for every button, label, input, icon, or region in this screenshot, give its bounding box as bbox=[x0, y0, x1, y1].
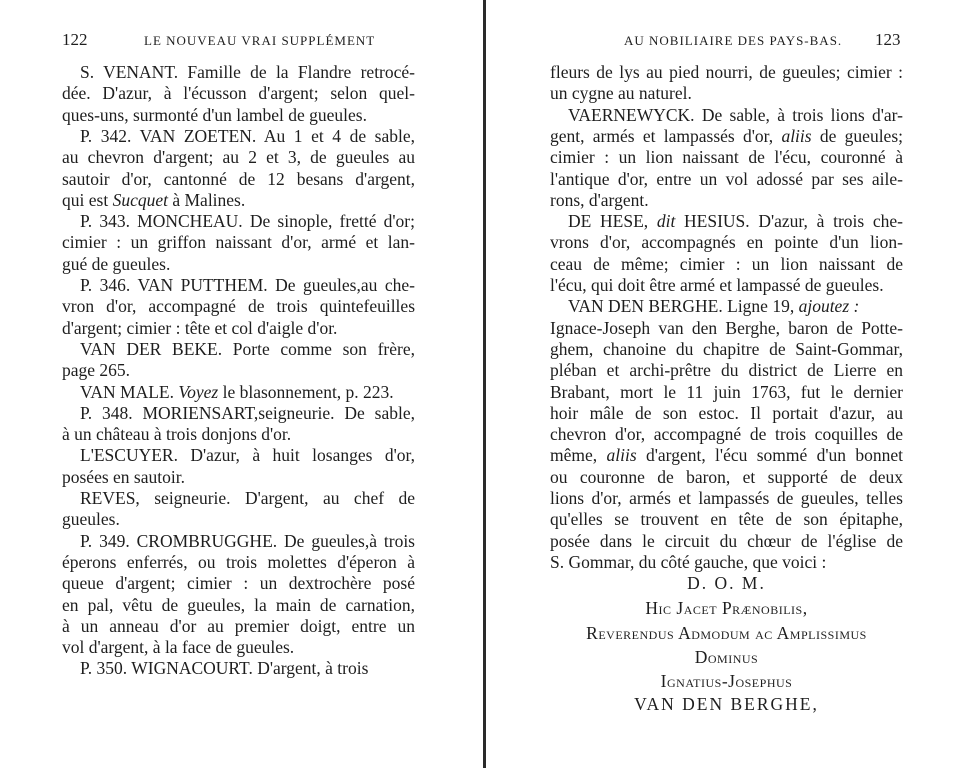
text-line bbox=[550, 487, 903, 509]
text-line bbox=[550, 82, 903, 104]
text-line bbox=[550, 253, 903, 275]
text-run: hoir mâle de son estoc. Il portait d'azur, au bbox=[550, 402, 903, 423]
text-run: rons, d'argent. bbox=[550, 189, 649, 210]
text-line bbox=[550, 466, 903, 488]
italic-text: aliis bbox=[606, 445, 637, 466]
text-line bbox=[62, 423, 415, 445]
text-line bbox=[550, 444, 903, 466]
running-head: LE NOUVEAU VRAI SUPPLÉMENT bbox=[144, 33, 376, 48]
text-line bbox=[550, 189, 903, 211]
text-line bbox=[550, 359, 903, 381]
text-line bbox=[80, 210, 415, 232]
text-line bbox=[62, 82, 415, 104]
text-line bbox=[62, 146, 415, 168]
text-run: Ignace-Joseph van den Berghe, baron de Potte- bbox=[550, 317, 903, 338]
text-line bbox=[568, 295, 903, 317]
text-line bbox=[550, 381, 903, 403]
text-line bbox=[550, 530, 903, 552]
text-run: posée dans le circuit du chœur de l'église de bbox=[550, 530, 903, 551]
left-page bbox=[0, 0, 484, 768]
text-line bbox=[80, 402, 415, 424]
text-line bbox=[62, 168, 415, 190]
text-line bbox=[80, 61, 415, 83]
epitaph-line: D. O. M. bbox=[687, 573, 766, 593]
text-run: VAN MALE. bbox=[80, 381, 179, 402]
text-run: HESIUS. D'azur, à trois che- bbox=[675, 211, 904, 232]
text-line bbox=[550, 274, 903, 296]
text-run: P. 348. MORIENSART,seigneurie. De sable, bbox=[80, 402, 415, 423]
text-run: DE HESE, bbox=[568, 211, 657, 232]
text-run: même, bbox=[550, 445, 607, 466]
text-line bbox=[62, 189, 415, 211]
text-run: à Malines. bbox=[167, 189, 246, 210]
text-run: cimier : un lion naissant de l'écu, couronné à bbox=[550, 147, 903, 168]
text-line bbox=[62, 508, 415, 530]
text-run: sautoir d'or, cantonné de 12 besans d'argent, bbox=[62, 168, 415, 189]
text-run: l'écu, qui doit être armé et lampassé de gueules. bbox=[550, 275, 884, 295]
text-run: éperons enferrés, ou trois molettes d'éperon à bbox=[62, 551, 415, 572]
text-line bbox=[550, 551, 903, 573]
text-line bbox=[568, 104, 903, 126]
text-run: page 265. bbox=[62, 360, 131, 381]
italic-text: Voyez bbox=[178, 381, 219, 402]
text-line bbox=[62, 466, 415, 488]
text-run: le blasonnement, p. 223. bbox=[218, 381, 394, 402]
text-line bbox=[80, 657, 415, 679]
text-line bbox=[62, 295, 415, 317]
text-run: vron d'or, accompagné de trois quintefeuilles bbox=[62, 296, 415, 317]
page-number: 123 bbox=[875, 30, 901, 49]
text-run: l'antique d'or, entre un vol adossé par ses aile- bbox=[550, 168, 903, 189]
italic-text: aliis bbox=[781, 125, 812, 146]
text-line bbox=[568, 210, 903, 232]
text-run: P. 350. WIGNACOURT. D'argent, à trois bbox=[80, 658, 369, 679]
text-run: ou couronne de baron, et supporté de deux bbox=[550, 466, 903, 487]
text-run: P. 349. CROMBRUGGHE. De gueules,à trois bbox=[80, 530, 415, 551]
text-run: REVES, seigneurie. D'argent, au chef de bbox=[80, 488, 415, 508]
text-line bbox=[550, 168, 903, 190]
italic-text: dit bbox=[656, 211, 676, 232]
text-run: cimier : un griffon naissant d'or, armé et lan- bbox=[62, 232, 415, 253]
text-run: en pal, vêtu de gueules, la main de carnation, bbox=[62, 594, 415, 615]
text-line bbox=[550, 508, 903, 530]
text-run: de gueules; bbox=[811, 125, 903, 146]
text-line bbox=[550, 146, 903, 168]
epitaph-line: Dominus bbox=[694, 647, 759, 667]
text-line bbox=[550, 402, 903, 424]
text-line bbox=[62, 359, 415, 381]
text-line bbox=[62, 253, 415, 275]
italic-text: ajoutez : bbox=[798, 296, 860, 317]
text-run: ghem, chanoine du chapitre de Saint-Gommar, bbox=[550, 338, 903, 359]
text-run: chevron d'or, accompagné de trois coquilles de bbox=[550, 424, 903, 445]
text-run: VAN DER BEKE. Porte comme son frère, bbox=[80, 338, 415, 359]
text-line bbox=[62, 104, 415, 126]
text-run: P. 342. VAN ZOETEN. Au 1 et 4 de sable, bbox=[80, 125, 415, 146]
text-run: fleurs de lys au pied nourri, de gueules; cimier : bbox=[550, 62, 903, 82]
text-line bbox=[80, 125, 415, 147]
text-line bbox=[62, 317, 415, 339]
text-run: S. VENANT. Famille de la Flandre retrocé- bbox=[80, 62, 415, 82]
text-run: posées en sautoir. bbox=[62, 466, 185, 487]
text-line bbox=[550, 61, 903, 83]
text-run: VAN DEN BERGHE. Ligne 19, bbox=[568, 296, 799, 317]
epitaph-line: Reverendus Admodum ac Amplissimus bbox=[586, 623, 867, 643]
text-line bbox=[80, 381, 415, 403]
text-line bbox=[80, 444, 415, 466]
running-head: AU NOBILIAIRE DES PAYS-BAS. bbox=[624, 33, 843, 48]
text-run: qu'elles se trouvent en tête de son épitaphe, bbox=[550, 509, 903, 530]
text-line bbox=[550, 231, 903, 253]
text-run: d'argent, l'écu sommé d'un bonnet bbox=[636, 445, 903, 466]
text-run: P. 343. MONCHEAU. De sinople, fretté d'or; bbox=[80, 211, 415, 232]
text-run: qui est bbox=[62, 189, 113, 210]
text-line bbox=[62, 636, 415, 658]
text-run: vol d'argent, à la face de gueules. bbox=[62, 637, 295, 658]
text-line bbox=[62, 615, 415, 637]
text-run: queue d'argent; cimier : un dextrochère posé bbox=[62, 573, 415, 594]
text-run: ceau de même; cimier : un lion naissant de bbox=[550, 253, 903, 274]
text-run: ques-uns, surmonté d'un lambel de gueules. bbox=[62, 104, 367, 125]
epitaph-line: Ignatius-Josephus bbox=[660, 671, 793, 691]
text-run: dée. D'azur, à l'écusson d'argent; selon quel- bbox=[62, 83, 415, 104]
text-line bbox=[550, 125, 903, 147]
text-run: gent, armés et lampassés d'or, bbox=[550, 125, 782, 146]
text-run: au chevron d'argent; au 2 et 3, de gueules au bbox=[62, 147, 415, 168]
text-run: Brabant, mort le 11 juin 1763, fut le dernier bbox=[550, 381, 903, 402]
text-line bbox=[80, 487, 415, 509]
right-page bbox=[486, 0, 973, 768]
text-run: L'ESCUYER. D'azur, à huit losanges d'or, bbox=[80, 445, 415, 466]
text-line bbox=[80, 530, 415, 552]
text-run: gué de gueules. bbox=[62, 253, 171, 274]
text-run: S. Gommar, du côté gauche, que voici : bbox=[550, 551, 827, 572]
text-run: VAERNEWYCK. De sable, à trois lions d'ar- bbox=[568, 104, 903, 125]
text-line bbox=[62, 551, 415, 573]
text-run: d'argent; cimier : tête et col d'aigle d'or. bbox=[62, 317, 338, 338]
text-run: à un anneau d'or au premier doigt, entre un bbox=[62, 615, 415, 636]
text-run: à un château à trois donjons d'or. bbox=[62, 424, 292, 445]
text-line bbox=[62, 594, 415, 616]
text-line bbox=[550, 423, 903, 445]
text-run: vrons d'or, accompagnés en pointe d'un lion- bbox=[550, 232, 903, 253]
text-run: lions d'or, armés et lampassés de gueules, telles bbox=[550, 488, 903, 508]
epitaph-line: Hic Jacet Prænobilis, bbox=[645, 598, 808, 618]
epitaph-line: VAN DEN BERGHE, bbox=[634, 694, 819, 714]
italic-text: Sucquet bbox=[112, 189, 168, 210]
text-run: P. 346. VAN PUTTHEM. De gueules,au che- bbox=[80, 275, 415, 295]
text-line bbox=[80, 338, 415, 360]
text-line bbox=[62, 231, 415, 253]
text-line bbox=[550, 317, 903, 339]
text-run: gueules. bbox=[62, 509, 120, 530]
text-line bbox=[62, 572, 415, 594]
text-line bbox=[80, 274, 415, 296]
text-line bbox=[550, 338, 903, 360]
text-run: pléban et archi-prêtre du district de Lierre en bbox=[550, 360, 903, 381]
text-run: un cygne au naturel. bbox=[550, 83, 692, 104]
page-number: 122 bbox=[62, 30, 88, 49]
